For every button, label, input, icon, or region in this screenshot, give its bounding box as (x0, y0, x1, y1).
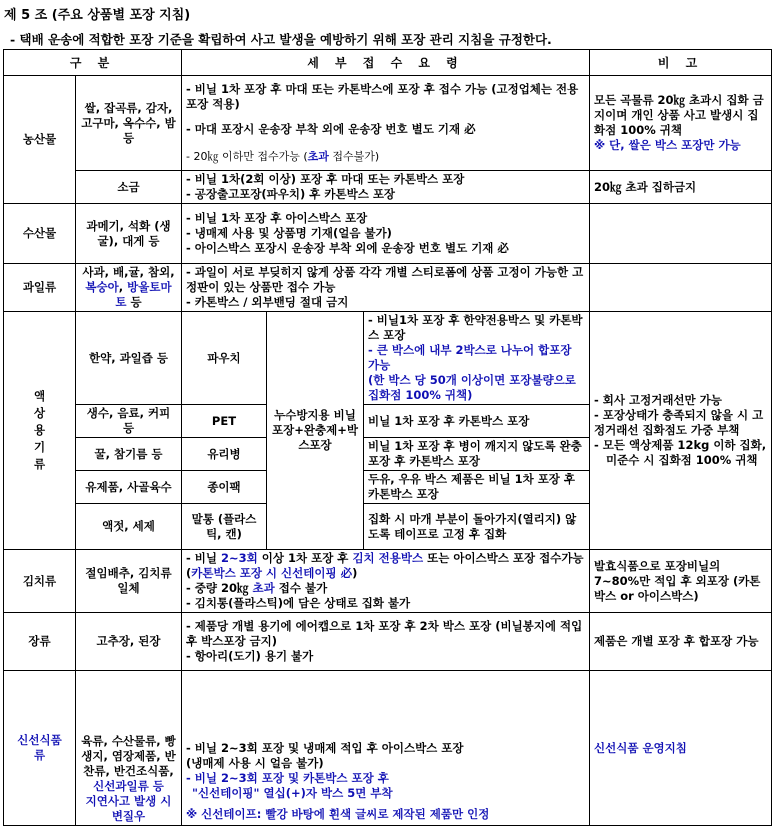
sub-highlight: 신선과일류 등 (93, 779, 164, 793)
detail-highlight: 초과 (252, 581, 275, 595)
header-note: 비 고 (590, 50, 772, 76)
detail-line: 접수불가) (328, 150, 380, 163)
detail-line: 접수 불가 (274, 581, 328, 595)
detail-line: - 마대 포장시 운송장 부착 외에 운송장 번호 별도 기재 必 (186, 122, 476, 136)
detail-line: - 카톤박스 / 외부밴딩 절대 금지 (186, 295, 349, 309)
detail-cell: 비닐 1차 포장 후 카톤박스 포장 (364, 405, 590, 438)
note-cell (590, 76, 772, 171)
sub-text: 육류, 수산물류, 빵생지, 염장제품, 반찬류, 반건조식품, (81, 734, 176, 778)
detail-highlight: 김치 전용박스 (352, 551, 424, 565)
subcategory-cell: 생수, 음료, 커피 등 (76, 405, 182, 438)
detail-highlight: - 비닐 2~3회 포장 및 카톤박스 포장 후 (186, 771, 389, 785)
detail-cell (182, 264, 590, 312)
subcategory-cell: 소금 (76, 171, 182, 204)
subcategory-cell (76, 671, 182, 826)
detail-line: - 비닐 1차 포장 후 아이스박스 포장 (186, 211, 368, 225)
header-detail: 세 부 접 수 요 령 (182, 50, 590, 76)
note-cell (590, 264, 772, 312)
subcategory-cell: 고추장, 된장 (76, 613, 182, 671)
detail-line: - 비닐 1차 포장 후 마대 또는 카톤박스에 포장 후 접수 가능 (고정업체는 전용 포장 적용) (186, 82, 579, 111)
subcategory-cell (76, 264, 182, 312)
detail-line: (냉매제 사용 시 얼음 불가) (186, 756, 324, 770)
table-row (4, 550, 772, 613)
detail-cell: 비닐 1차 포장 후 병이 깨지지 않도록 완충 포장 후 카톤박스 포장 (364, 438, 590, 471)
subcategory-cell: 절임배추, 김치류 일체 (76, 550, 182, 613)
detail-line: 또는 아이스박스 포장 접수가능 ( (186, 551, 584, 580)
detail-line: - 비닐 2~3회 포장 및 냉매제 적입 후 아이스박스 포장 (186, 741, 464, 755)
category-agri: 농산물 (4, 76, 76, 204)
detail-highlight: 카톤박스 포장 시 신선테이핑 必 (191, 566, 353, 580)
subcategory-cell: 쌀, 잡곡류, 감자, 고구마, 옥수수, 밤 등 (76, 76, 182, 171)
pack-type-cell: 유리병 (182, 438, 267, 471)
table-row (4, 264, 772, 312)
detail-line: - 아이스박스 포장시 운송장 부착 외에 운송장 번호 별도 기재 必 (186, 241, 509, 255)
detail-cell (182, 550, 590, 613)
subcategory-cell: 액젓, 세제 (76, 504, 182, 550)
subcategory-cell: 과메기, 석화 (생굴), 대게 등 (76, 204, 182, 264)
table-row (4, 204, 772, 264)
category-kimchi: 김치류 (4, 550, 76, 613)
note-cell: 신선식품 운영지침 (590, 671, 772, 826)
category-seafood: 수산물 (4, 204, 76, 264)
sub-highlight: 지연사고 발생 시 변질우 (85, 794, 172, 823)
detail-line: - 항아리(도기) 용기 불가 (186, 649, 314, 663)
table-row (4, 76, 772, 171)
note-cell: 제품은 개별 포장 후 합포장 가능 (590, 613, 772, 671)
sub-text: 등 (126, 295, 142, 309)
packaging-guideline-table (3, 49, 772, 826)
detail-cell (182, 76, 590, 171)
sub-highlight: 방울토마토 (115, 280, 172, 309)
category-sauce: 장류 (4, 613, 76, 671)
intro-text: - 택배 운송에 적합한 포장 기준을 확립하여 사고 발생을 예방하기 위해 포장 관리 지침을 규정한다. (10, 32, 552, 47)
detail-highlight: (한 박스 당 50개 이상이면 포장불량으로 집화점 100% 귀책) (368, 373, 576, 402)
pack-type-cell: 종이팩 (182, 471, 267, 504)
note-cell: 20㎏ 초과 집하금지 (590, 171, 772, 204)
detail-line: - 냉매제 사용 및 상품명 기재(얼음 불가) (186, 226, 392, 240)
detail-line: 이상 1차 포장 후 (257, 551, 353, 565)
detail-highlight: "신선테이핑" 열십(+)자 박스 5면 부착 (192, 786, 393, 800)
detail-line: - 20㎏ 이하만 접수가능 ( (186, 150, 308, 163)
table-row (4, 613, 772, 671)
detail-line: - 공장출고포장(파우치) 후 카톤박스 포장 (186, 187, 396, 201)
category-fresh (4, 671, 76, 826)
detail-line: - 제품당 개별 용기에 에어캡으로 1차 포장 후 2차 박스 포장 (비닐봉지에 적입 후 박스포장 금지) (186, 619, 583, 648)
detail-line: ) (352, 566, 358, 580)
detail-cell: 집화 시 마개 부분이 돌아가지(열리지) 않도록 테이프로 고정 후 집화 (364, 504, 590, 550)
category-liquid (4, 312, 76, 550)
subcategory-cell: 한약, 과일즙 등 (76, 312, 182, 405)
header-division: 구 분 (4, 50, 182, 76)
detail-line: - 비닐1차 포장 후 한약전용박스 및 카톤박스 포장 (368, 313, 583, 342)
detail-line: - 과일이 서로 부딪히지 않게 상품 각각 개별 스티로폼에 상품 고정이 가능한 고정판이 있는 상품만 접수 가능 (186, 265, 584, 294)
sub-text: , (118, 280, 128, 294)
pack-type-cell: PET (182, 405, 267, 438)
pack-type-cell: 말통 (플라스틱, 캔) (182, 504, 267, 550)
sub-highlight: 복숭아 (85, 280, 119, 294)
category-fresh-label: 신선식품류 (17, 733, 62, 762)
note-highlight: ※ 단, 쌀은 박스 포장만 가능 (594, 138, 741, 152)
note-text: 모든 곡물류 20㎏ 초과시 집화 금지이며 개인 상품 사고 발생시 집화점 100% 귀책 (594, 93, 764, 137)
detail-line: - 중량 20㎏ (186, 581, 253, 595)
note-cell (590, 204, 772, 264)
subcategory-cell: 유제품, 사골육수 (76, 471, 182, 504)
detail-cell (182, 671, 590, 826)
table-row (4, 671, 772, 826)
table-header-row (4, 50, 772, 76)
detail-line: - 비닐 (186, 551, 221, 565)
note-cell: 발효식품으로 포장비닐의 7~80%만 적입 후 외포장 (카톤박스 or 아이스박스) (590, 550, 772, 613)
category-fruit: 과일류 (4, 264, 76, 312)
subcategory-cell: 꿀, 참기름 등 (76, 438, 182, 471)
detail-highlight: ※ 신선테이프: 빨강 바탕에 흰색 글씨로 제작된 제품만 인정 (186, 807, 490, 821)
detail-highlight: - 큰 박스에 내부 2박스로 나누어 합포장 가능 (368, 343, 572, 372)
highlight-text: 초과 (307, 150, 329, 163)
detail-cell (182, 171, 590, 204)
pack-type-cell: 파우치 (182, 312, 267, 405)
detail-cell (182, 204, 590, 264)
detail-line: - 비닐 1차(2회 이상) 포장 후 마대 또는 카톤박스 포장 (186, 172, 465, 186)
detail-cell (364, 312, 590, 405)
table-row (4, 171, 772, 204)
detail-cell: 두유, 우유 박스 제품은 비닐 1차 포장 후 카톤박스 포장 (364, 471, 590, 504)
detail-line: - 김치통(플라스틱)에 담은 상태로 집화 불가 (186, 596, 411, 610)
liquid-common-pack: 누수방지용 비닐포장+완충제+박스포장 (267, 312, 364, 550)
table-row (4, 312, 772, 405)
detail-highlight: 2~3회 (221, 551, 258, 565)
section-title: 제 5 조 (주요 상품별 포장 지침) (4, 8, 191, 23)
detail-cell (182, 613, 590, 671)
sub-text: 사과, 배,귤, 참외, (82, 265, 175, 279)
note-cell: - 회사 고정거래선만 가능 - 포장상태가 충족되지 않을 시 고정거래선 집화점도 가중 부책 - 모든 액상제품 12kg 이하 집화, 미준수 시 집화점 100% 귀책 (590, 312, 772, 550)
category-liquid-label: 액상용기류 (33, 389, 46, 471)
